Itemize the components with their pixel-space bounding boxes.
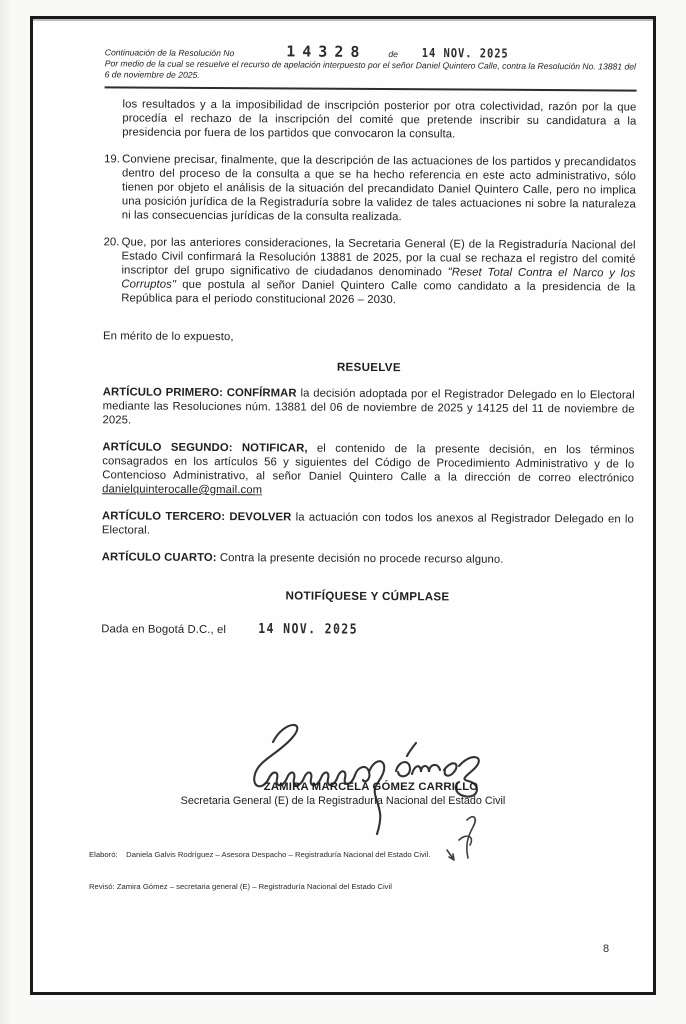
resolution-header [104,42,637,83]
article-tercero [102,509,634,540]
page-number: 8 [603,943,610,955]
item-20-text-start: Que, por las anteriores consideraciones, la Secretaria General (E) de la Registraduría Nacional del Estado Civil confirmará la Resolución 13881 de 2025, por la cual se rechaza el registro del comité inscriptor del grupo significativo de ciudadanos denominado [121,236,636,279]
article-primero [103,385,635,430]
resolution-subject: Por medio de la cual se resuelve el recurso de apelación interpuesto por el señor Daniel Quintero Calle, contra la Resolución No. 13881 del 6 de noviembre de 2025. [104,58,636,80]
article-primero-text: la decisión adoptada por el Registrador Delegado en lo Electoral mediante las Resoluciones núm. 13881 del 06 de noviembre de 2025 y 14125 del 11 de noviembre de 2025. [102,387,635,427]
article-segundo-lead: ARTÍCULO SEGUNDO: NOTIFICAR, [102,441,308,455]
numbered-item-20 [103,235,635,308]
handwritten-initials [443,812,487,868]
issued-label: Dada en Bogotá D.C., el [101,623,227,637]
signatory-title: Secretaria General (E) de la Registraduría Nacional del Estado Civil [180,795,506,807]
de-label: de [388,49,399,60]
article-cuarto-lead: ARTÍCULO CUARTO: [101,551,217,565]
intro-paragraph: los resultados y a la imposibilidad de inscripción posterior por otra colectividad, razón por la que procedía el rechazo de la inscripción del comité que pretende inscribir su candidatura a la presidencia por fuera de los partidos que convocaron la consulta. [122,98,637,141]
email-link: danielquinterocalle@gmail.com [102,483,263,497]
article-primero-lead: ARTÍCULO PRIMERO: CONFÍRMAR [102,386,297,400]
document-content [29,19,653,640]
article-segundo-text: el contenido de la presente decisión, en los términos consagrados en los artículos 56 y siguientes del Código de Procedimiento Administrativo y de lo Contencioso Administrativo, al señor Daniel Quintero Calle a la dirección de correo electrónico [102,442,635,485]
resolve-heading: RESUELVE [336,360,401,375]
article-tercero-text: la actuación con todos los anexos al Registrador Delegado en lo Electoral. [101,511,634,537]
footer-elaboro-line: Elaboró: Daniela Galvis Rodríguez – Asesora Despacho – Registraduría Nacional del Estado Civil. [89,850,431,859]
item-20-text [121,235,635,308]
item-20-number: 20. [103,236,120,249]
merit-line: En mérito de lo expuesto, [103,330,234,344]
issued-line [101,621,633,639]
item-20-committee-name: "Reset Total Contra el Narco y los Corruptos" [121,266,636,291]
article-cuarto-text: Contra la presente decisión no procede recurso alguno. [216,552,504,566]
document-footer [89,829,623,913]
signatory-name: ZAMIRA MARCELA GÓMEZ CARRILLO [263,781,479,793]
issued-date-stamp: 14 NOV. 2025 [257,619,358,637]
continuation-label: Continuación de la Resolución No [104,47,235,59]
article-segundo [102,440,634,499]
scan-edge-shading [0,0,12,1024]
article-tercero-lead: ARTÍCULO TERCERO: DEVOLVER [101,510,292,524]
header-divider [105,86,637,91]
item-20-text-end: que postula al señor Daniel Quintero Calle como candidato a la presidencia de la República para el periodo constitucional 2026 – 2030. [121,278,636,307]
article-cuarto [102,550,634,567]
numbered-item-19 [104,152,636,225]
resolution-number-stamp: 14328 [286,42,367,61]
item-19-text: Conviene precisar, finalmente, que la descripción de las actuaciones de los partidos y precandidatos dentro del proceso de la consulta a que se ha hecho referencia en este acto administrativo, sólo tienen por objeto el análisis de la situación del precandidato Daniel Quintero Calle, pero no implica una posición jurídica de la Registraduría sobre la validez de tales actuaciones ni sobre la naturaleza ni las consecuencias jurídicas de la consulta realizada. [121,153,637,224]
document-page [30,16,656,995]
header-date-stamp: 14 NOV. 2025 [421,45,509,61]
footer-reviso-line: Revisó: Zamira Gómez – secretaria general (E) – Registraduría Nacional del Estado Civil [89,881,392,891]
item-19-number: 19. [104,153,120,166]
notify-heading: NOTIFÍQUESE Y CÚMPLASE [285,589,450,604]
